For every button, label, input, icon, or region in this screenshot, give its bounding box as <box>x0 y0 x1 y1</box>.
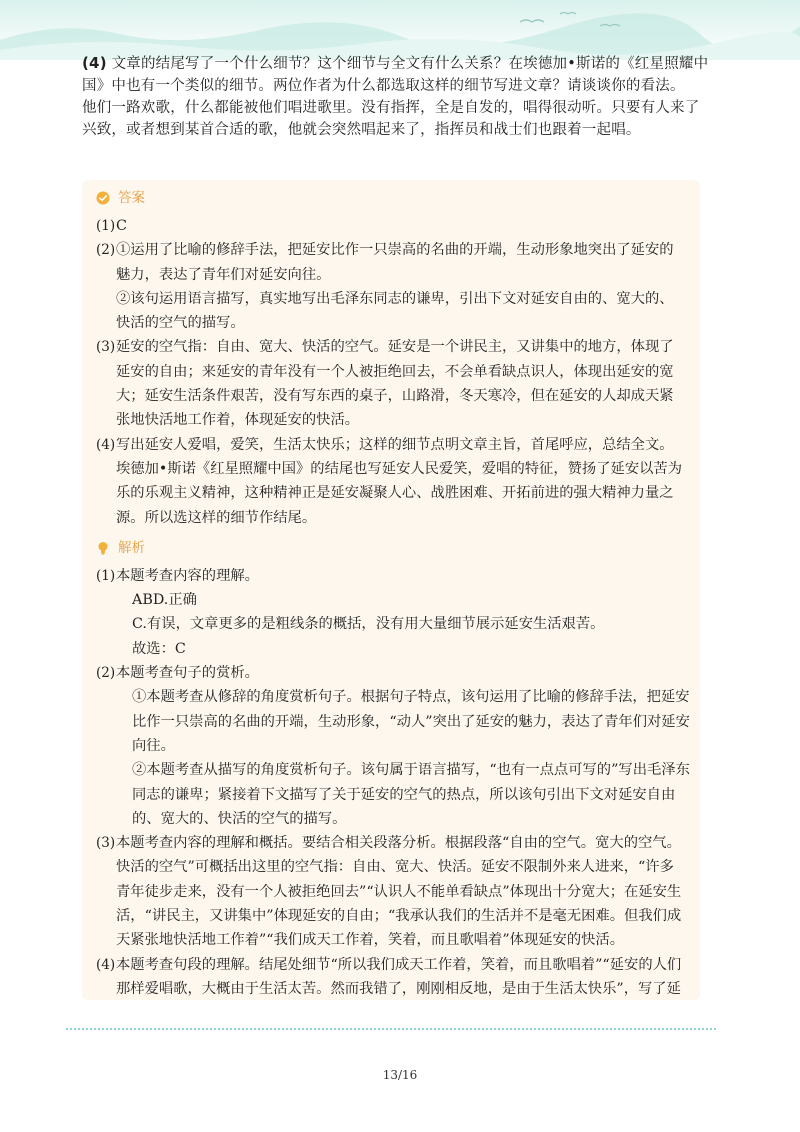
check-circle-icon <box>96 191 110 205</box>
question-line: 国》中也有一个类似的细节。两位作者为什么都选取这样的细节写进文章？请谈谈你的看法。 <box>82 78 685 94</box>
answer-label: 答案 <box>118 189 145 206</box>
question-line: 兴致，或者想到某首合适的歌，他就会突然唱起来了，指挥员和战士们也跟着一起唱。 <box>82 122 641 138</box>
landscape-banner-icon <box>0 0 800 60</box>
analysis-item: (4) 本题考查句段的理解。结尾处细节“所以我们成天工作着，笑着，而且歌唱着”“延安的人们 那样爱唱歌，大概由于生活太苦。然而我错了，刚刚相反地，是由于生活太快乐”，写了延 <box>96 956 682 997</box>
analysis-item: (1) 本题考查内容的理解。 ABD.正确 C.有误，文章更多的是粗线条的概括，没有用大量细节展示延安生活艰苦。 故选：C <box>96 567 605 657</box>
question-number: (4) <box>82 54 107 72</box>
question-block <box>82 52 722 141</box>
answer-item: (3) 延安的空气指：自由、宽大、快活的空气。延安是一个讲民主，又讲集中的地方，体现了 延安的自由；来延安的青年没有一个人被拒绝回去，不会单看缺点识人，体现出延安的宽 大；延安生活条件艰苦，没有写东西的桌子，山路滑，冬天寒冷，但在延安的人却成天紧 张地快活地工作着，体现延安的快活。 <box>96 339 674 429</box>
answer-item: (1) C <box>96 218 127 234</box>
answer-item: (2) ①运用了比喻的修辞手法，把延安比作一只崇高的名曲的开端，生动形象地突出了延安的 魅力，表达了青年们对延安向往。 ②该句运用语言描写，真实地写出毛泽东同志的谦卑，引出下文对延安自由的、宽大的、 快活的空气的描写。 <box>96 242 674 332</box>
analysis-label: 解析 <box>118 539 145 556</box>
analysis-header <box>96 536 696 560</box>
page-number: 13/16 <box>382 1068 418 1082</box>
footer-divider <box>66 1028 716 1030</box>
answer-header <box>96 186 696 210</box>
header-decoration <box>0 0 800 60</box>
question-line: (4) 文章的结尾写了一个什么细节？这个细节与全文有什么关系？在埃德加•斯诺的《红星照耀中 <box>82 54 709 72</box>
analysis-item: (2) 本题考查句子的赏析。 ①本题考查从修辞的角度赏析句子。根据句子特点，该句运用了比喻的修辞手法，把延安 比作一只崇高的名曲的开端，生动形象，“动人”突出了延安的魅力，表达了青年们对延安 向往。 ②本题考查从描写的角度赏析句子。该句属于语言描写，“也有一点点可写的”写出毛泽东 同志的谦卑；紧接着下文描写了关于延安的空气的热点，所以该句引出下文对延安自由 的、宽大的、快活的空气的描写。 <box>96 665 690 827</box>
question-line: 他们一路欢歌，什么都能被他们唱进歌里。没有指挥，全是自发的，唱得很动听。只要有人来了 <box>82 100 700 116</box>
answer-content <box>96 186 696 1001</box>
analysis-item: (3) 本题考查内容的理解和概括。要结合相关段落分析。根据段落“自由的空气。宽大的空气。 快活的空气”可概括出这里的空气指：自由、宽大、快活。延安不限制外来人进来，“许多 青年徒步走来，没有一个人被拒绝回去”“认识人不能单看缺点”体现出十分宽大；在延安生 活，“讲民主，又讲集中”体现延安的自由；“我承认我们的生活并不是毫无困难。但我们成 天紧张地快活地工作着”“我们成天工作着，笑着，而且歌唱着”体现延安的快活。 <box>96 835 682 949</box>
answer-item: (4) 写出延安人爱唱，爱笑，生活太快乐；这样的细节点明文章主旨，首尾呼应，总结全文。 埃德加•斯诺《红星照耀中国》的结尾也写延安人民爱笑，爱唱的特征，赞扬了延安以苦为 乐的乐观主义精神，这种精神正是延安凝聚人心、战胜困难、开拓前进的强大精神力量之 源。所以选这样的细节作结尾。 <box>96 436 683 526</box>
lightbulb-icon <box>96 541 110 555</box>
